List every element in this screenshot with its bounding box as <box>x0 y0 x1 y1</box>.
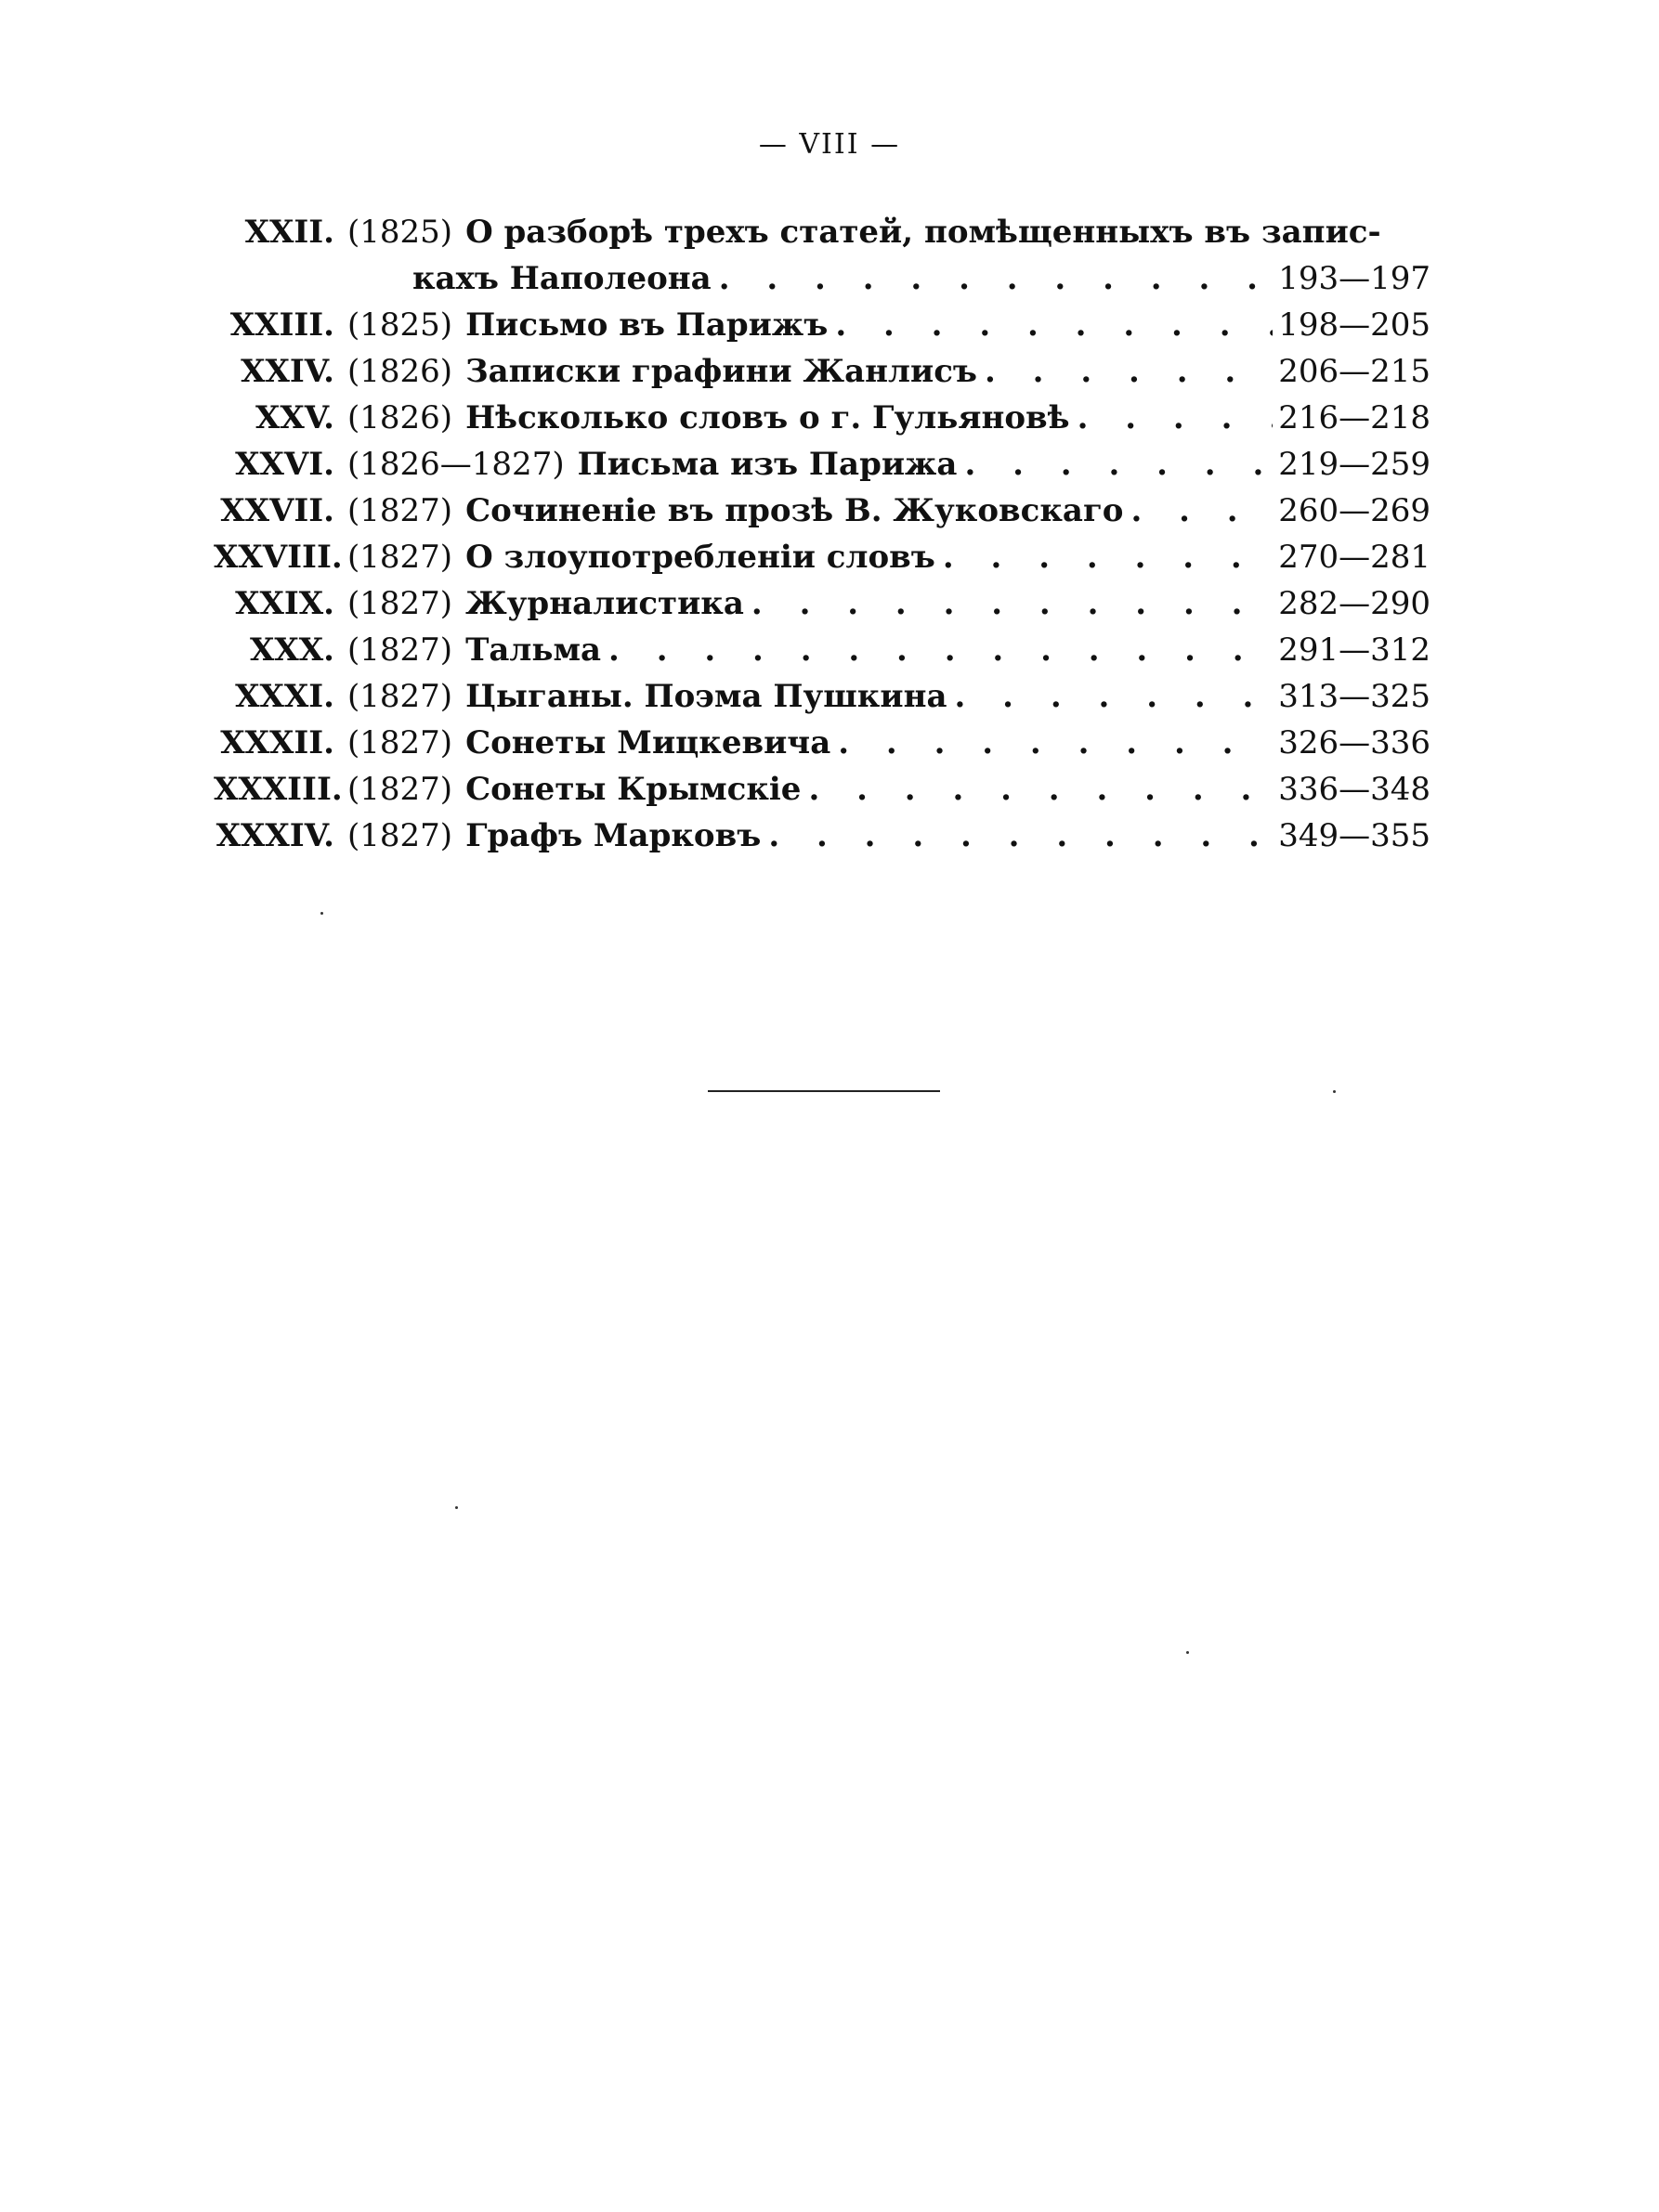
toc-entry <box>214 348 1430 395</box>
entry-number: XXX. <box>250 631 334 669</box>
entry-year: (1827) <box>347 678 453 715</box>
toc-entry <box>214 766 1430 813</box>
entry-year: (1827) <box>347 585 453 622</box>
scan-speck <box>320 912 323 915</box>
scan-speck <box>1186 1651 1189 1654</box>
entry-title: Нѣсколько словъ о г. Гульяновѣ <box>465 399 1070 436</box>
entry-pages: 326—336 <box>1278 724 1430 761</box>
entry-title: Письмо въ Парижъ <box>465 306 829 344</box>
toc-entry <box>214 720 1430 766</box>
scan-speck <box>455 1506 458 1509</box>
entry-title: Письма изъ Парижа <box>577 446 958 483</box>
entry-number: XXIV. <box>241 353 334 390</box>
dot-leader <box>957 441 1273 488</box>
entry-year: (1827) <box>347 817 453 854</box>
dot-leader <box>801 766 1273 813</box>
entry-year: (1826—1827) <box>347 446 565 483</box>
entry-number: XXIII. <box>229 306 334 344</box>
entry-title: Графъ Марковъ <box>465 817 762 854</box>
entry-title: Сочиненіе въ прозѣ В. Жуковскаго <box>465 492 1124 529</box>
entry-title-continuation: кахъ Наполеона <box>412 260 712 297</box>
entry-year: (1825) <box>347 214 453 251</box>
dot-leader <box>977 348 1273 395</box>
dot-leader <box>830 720 1273 766</box>
entry-year: (1827) <box>347 724 453 761</box>
entry-pages: 349—355 <box>1278 817 1430 854</box>
entry-number: XXVIII. <box>214 539 343 576</box>
dot-leader <box>761 813 1273 859</box>
entry-number: XXXIV. <box>216 817 334 854</box>
entry-title: Записки графини Жанлисъ <box>465 353 977 390</box>
entry-pages: 260—269 <box>1278 492 1430 529</box>
dot-leader <box>828 302 1273 348</box>
entry-pages: 198—205 <box>1278 306 1430 344</box>
entry-number: XXVII. <box>220 492 334 529</box>
entry-title: Журналистика <box>465 585 744 622</box>
entry-pages: 336—348 <box>1278 771 1430 808</box>
entry-number: XXVI. <box>235 446 334 483</box>
toc-entry <box>214 627 1430 673</box>
entry-year: (1826) <box>347 399 453 436</box>
entry-title: Тальма <box>465 631 602 669</box>
entry-number: XXII. <box>244 214 334 251</box>
entry-year: (1826) <box>347 353 453 390</box>
toc-entry <box>214 395 1430 441</box>
entry-number: XXXIII. <box>214 771 343 808</box>
dot-leader <box>601 627 1273 673</box>
entry-title: О злоупотребленіи словъ <box>465 539 935 576</box>
toc-entry-continuation <box>214 255 1430 302</box>
dot-leader <box>935 534 1273 580</box>
toc-entry <box>214 441 1430 488</box>
dot-leader <box>947 673 1274 720</box>
dot-leader <box>744 580 1273 627</box>
entry-title: Цыганы. Поэма Пушкина <box>465 678 947 715</box>
entry-pages: 219—259 <box>1278 446 1430 483</box>
toc-entry <box>214 673 1430 720</box>
entry-pages: 282—290 <box>1278 585 1430 622</box>
entry-pages: 270—281 <box>1278 539 1430 576</box>
entry-pages: 206—215 <box>1278 353 1430 390</box>
page-number-header: — VIII — <box>758 128 901 161</box>
entry-pages: 291—312 <box>1278 631 1430 669</box>
toc-entry <box>214 534 1430 580</box>
entry-number: XXV. <box>255 399 334 436</box>
entry-year: (1827) <box>347 539 453 576</box>
toc-entry <box>214 209 1430 255</box>
entry-number: XXXII. <box>220 724 334 761</box>
toc-entry <box>214 488 1430 534</box>
section-divider-rule <box>708 1090 940 1092</box>
entry-number: XXXI. <box>235 678 334 715</box>
dot-leader <box>1070 395 1273 441</box>
entry-year: (1825) <box>347 306 453 344</box>
dot-leader <box>712 255 1273 302</box>
scan-speck <box>1333 1090 1336 1093</box>
toc-entry <box>214 302 1430 348</box>
table-of-contents <box>214 209 1430 859</box>
toc-entry <box>214 813 1430 859</box>
entry-year: (1827) <box>347 492 453 529</box>
entry-title: Сонеты Мицкевича <box>465 724 831 761</box>
entry-title: О разборѣ трехъ статей, помѣщенныхъ въ запис- <box>465 214 1381 251</box>
entry-year: (1827) <box>347 631 453 669</box>
toc-entry <box>214 580 1430 627</box>
entry-pages: 216—218 <box>1278 399 1430 436</box>
entry-year: (1827) <box>347 771 453 808</box>
entry-pages: 313—325 <box>1278 678 1430 715</box>
entry-pages: 193—197 <box>1278 260 1430 297</box>
entry-number: XXIX. <box>235 585 334 622</box>
entry-title: Сонеты Крымскіе <box>465 771 802 808</box>
dot-leader <box>1123 488 1273 534</box>
